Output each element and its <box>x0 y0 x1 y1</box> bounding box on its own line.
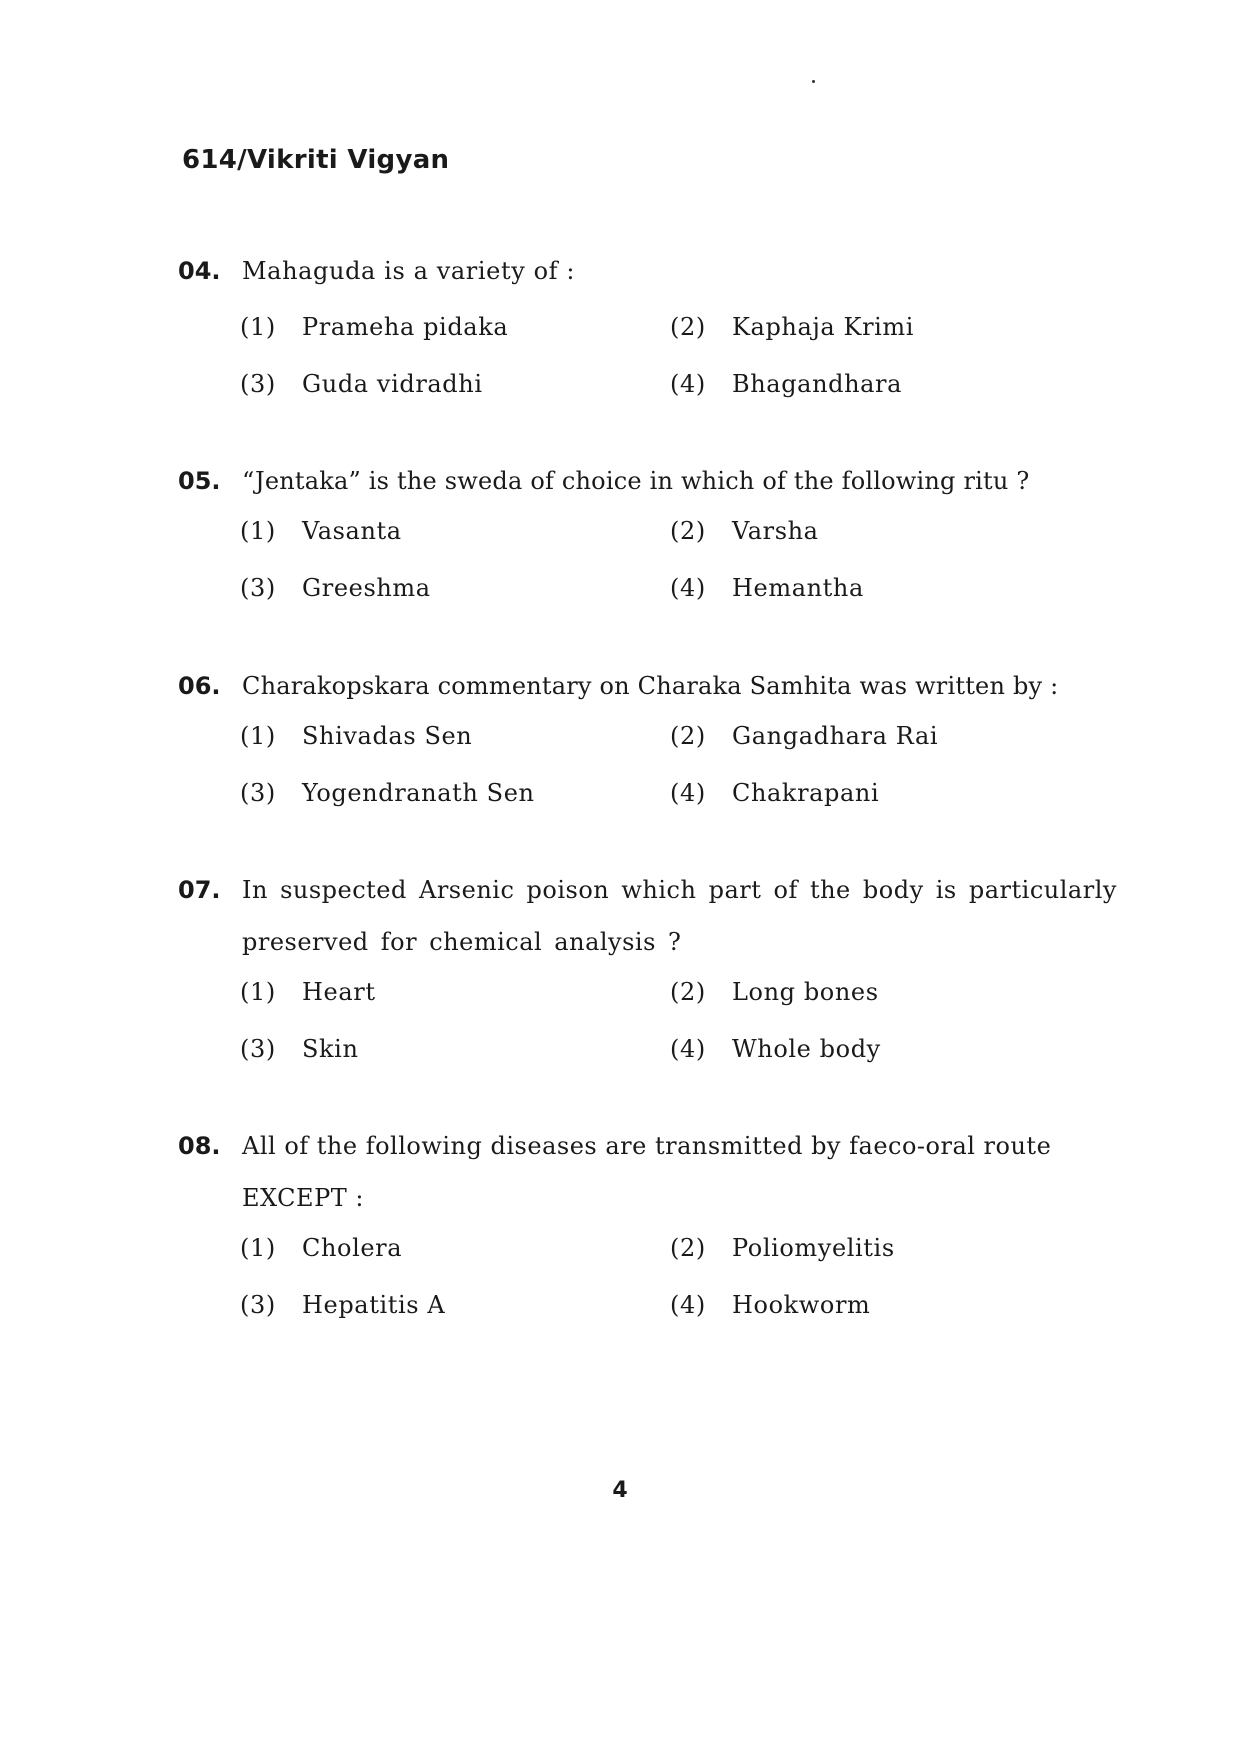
option-number: (2) <box>670 1234 706 1262</box>
option-number: (1) <box>240 978 276 1006</box>
question-stem <box>178 864 1162 968</box>
option-2[interactable] <box>670 716 938 756</box>
option-label: Skin <box>302 1035 359 1063</box>
option-label: Whole body <box>732 1035 881 1063</box>
option-number: (2) <box>670 313 706 341</box>
question-number: 04. <box>178 257 221 285</box>
option-1[interactable] <box>240 972 376 1012</box>
option-label: Hemantha <box>732 574 864 602</box>
option-number: (4) <box>670 574 706 602</box>
option-number: (4) <box>670 370 706 398</box>
question-number: 06. <box>178 672 221 700</box>
option-4[interactable] <box>670 568 864 608</box>
option-number: (1) <box>240 722 276 750</box>
option-number: (4) <box>670 1291 706 1319</box>
option-label: Greeshma <box>302 574 431 602</box>
option-1[interactable] <box>240 716 472 756</box>
question-text: In suspected Arsenic poison which part of the body is particularly preserved for chemical analysis ? <box>242 876 1117 956</box>
option-number: (2) <box>670 722 706 750</box>
page-number: 4 <box>612 1478 628 1503</box>
option-number: (3) <box>240 1035 276 1063</box>
option-label: Shivadas Sen <box>302 722 473 750</box>
option-3[interactable] <box>240 1029 359 1069</box>
option-1[interactable] <box>240 511 402 551</box>
question-number: 07. <box>178 876 221 904</box>
question-08 <box>178 1120 1098 1319</box>
option-1[interactable] <box>240 1228 402 1268</box>
question-text: “Jentaka” is the sweda of choice in which of the following ritu ? <box>242 467 1030 495</box>
option-label: Guda vidradhi <box>302 370 483 398</box>
option-label: Kaphaja Krimi <box>732 313 915 341</box>
option-number: (4) <box>670 1035 706 1063</box>
option-number: (3) <box>240 779 276 807</box>
question-number: 08. <box>178 1132 221 1160</box>
option-label: Gangadhara Rai <box>732 722 939 750</box>
option-3[interactable] <box>240 1285 445 1325</box>
option-number: (3) <box>240 574 276 602</box>
option-3[interactable] <box>240 568 431 608</box>
option-label: Varsha <box>732 517 819 545</box>
option-2[interactable] <box>670 511 819 551</box>
question-04 <box>178 245 1098 398</box>
option-label: Prameha pidaka <box>302 313 509 341</box>
option-1[interactable] <box>240 307 508 347</box>
option-2[interactable] <box>670 972 879 1012</box>
question-stem <box>178 245 1062 297</box>
question-stem <box>178 455 1162 507</box>
option-label: Cholera <box>302 1234 403 1262</box>
question-stem <box>178 660 1162 712</box>
option-number: (1) <box>240 517 276 545</box>
option-label: Yogendranath Sen <box>302 779 535 807</box>
question-number: 05. <box>178 467 221 495</box>
option-label: Heart <box>302 978 376 1006</box>
option-4[interactable] <box>670 773 879 813</box>
option-number: (3) <box>240 1291 276 1319</box>
option-2[interactable] <box>670 1228 895 1268</box>
option-number: (4) <box>670 779 706 807</box>
option-label: Bhagandhara <box>732 370 903 398</box>
option-number: (3) <box>240 370 276 398</box>
scan-artifact-dot <box>812 80 815 83</box>
question-stem <box>178 1120 1102 1224</box>
option-2[interactable] <box>670 307 914 347</box>
option-number: (1) <box>240 313 276 341</box>
option-number: (2) <box>670 978 706 1006</box>
question-07 <box>178 864 1117 1063</box>
option-4[interactable] <box>670 1285 870 1325</box>
page-header: 614/Vikriti Vigyan <box>182 145 450 175</box>
option-label: Hookworm <box>732 1291 871 1319</box>
option-3[interactable] <box>240 364 483 404</box>
option-label: Long bones <box>732 978 879 1006</box>
question-text: Mahaguda is a variety of : <box>242 257 576 285</box>
option-3[interactable] <box>240 773 535 813</box>
option-label: Vasanta <box>302 517 402 545</box>
option-label: Hepatitis A <box>302 1291 446 1319</box>
question-text: Charakopskara commentary on Charaka Samhita was written by : <box>242 672 1059 700</box>
option-number: (1) <box>240 1234 276 1262</box>
option-4[interactable] <box>670 364 902 404</box>
option-number: (2) <box>670 517 706 545</box>
question-05 <box>178 455 1098 602</box>
option-label: Poliomyelitis <box>732 1234 895 1262</box>
option-4[interactable] <box>670 1029 881 1069</box>
option-label: Chakrapani <box>732 779 880 807</box>
question-text: All of the following diseases are transmitted by faeco-oral route EXCEPT : <box>242 1132 1052 1212</box>
question-06 <box>178 660 1098 807</box>
